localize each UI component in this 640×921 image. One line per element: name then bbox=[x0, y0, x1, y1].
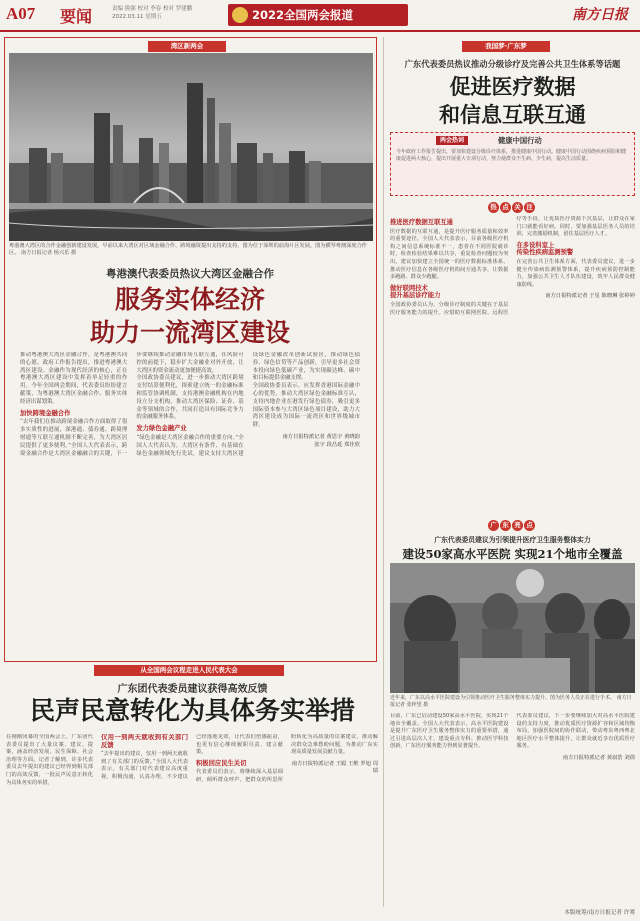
byline: 南方日报特派记者 黄叙浩 刘倩 bbox=[562, 754, 635, 761]
subheading: 积极回应民生关切 bbox=[196, 759, 247, 767]
subheading: 发力绿色金融产业 bbox=[136, 425, 187, 433]
headline-line-2: 助力一流湾区建设 bbox=[89, 318, 290, 347]
hot-word-tag: 两会热词 bbox=[436, 136, 468, 145]
subheading: 加快跨境金融合作 bbox=[20, 409, 71, 417]
section-name: 要闻 bbox=[60, 7, 93, 26]
paragraph: 在刚刚闭幕的全国两会上，广东团代表委员提出了大量议案、建议、提案，涵盖经济发展、民生保障、社会治理等方面。记者了解到，许多代表委员去年提出的建议已经得到相关部门的高效反馈，一批民声民意正转化为具体务实的举措。 bbox=[6, 734, 93, 786]
paragraph: “去年提出的建议，仅用一到两天就收到了有关部门的反馈。”全国人大代表表示，有关部门对代表建议高度重视，积极沟通，认真办理，不少建议已经落地见效，让代表们倍感振奋，也更有信心继续履职尽责、建言献策。 bbox=[101, 734, 283, 780]
meta-line-1: 责编 熊强 校对 李春 校对 罗建鹏 bbox=[112, 6, 193, 12]
byline: 南方日报特派记者 黄思宇 黄晓韵 张宇 段昌延 郑佳欣 bbox=[282, 433, 360, 448]
paragraph: 全国政协委员认为，分级诊疗制度的关键在于基层医疗服务能力的提升。应借助互联网医院、远程医疗等手段，让优质医疗资源下沉基层，让群众在家门口就能看好病。同时，要加强基层医务人员的培训，完善激励机制，留住基层医疗人才。 bbox=[390, 216, 635, 316]
left-story-headline bbox=[20, 283, 360, 349]
circle-char: 广 bbox=[488, 520, 499, 531]
masthead-meta bbox=[112, 5, 192, 21]
circle-char: 点 bbox=[500, 202, 511, 213]
hot-word-text: 今年政府工作报告提出，要加快建设分级诊疗体系，推进健康中国行动。健康中国行动围绕疾病预防和健康促进两大核心，提出开展重大专项行动，努力使群众不生病、少生病，提高生活质量。 bbox=[396, 149, 627, 162]
photo-caption: 近年来，广东以高水平医院建设为引领推动医疗卫生服务整体实力提升。图为医务人员正在进行手术。 南方日报记者 张梓望 摄 bbox=[390, 695, 632, 708]
paragraph: 代表委员们表示，将继续深入基层调研，倾听群众呼声，把群众的所思所盼转化为高质量的议案建议，推动解决群众急难愁盼问题，为推动广东实现高质量发展贡献力量。 bbox=[196, 734, 378, 783]
circle-char: 关 bbox=[512, 202, 523, 213]
circle-char: 热 bbox=[488, 202, 499, 213]
subheading: 仅用一到两天就收到有关部门反馈 bbox=[101, 734, 188, 749]
bay-area-skyline-photo bbox=[9, 53, 373, 241]
national-emblem-icon bbox=[232, 7, 248, 23]
bottom-story-body bbox=[6, 734, 378, 904]
meta-line-2: 2022.03.11 星期五 bbox=[112, 14, 162, 20]
subheading: 做好联网技术 提升基层诊疗能力 bbox=[390, 284, 441, 300]
left-story-kicker: 粤港澳代表委员热议大湾区金融合作 bbox=[106, 268, 274, 280]
column-rule bbox=[383, 37, 384, 907]
hospital-story-headline: 建设50家高水平医院 实现21个地市全覆盖 bbox=[402, 547, 623, 561]
page-footer: 本版统筹/南方日报记者 许骞 bbox=[564, 910, 635, 916]
paragraph: “绿色金融是大湾区金融合作的重要方向。”全国人大代表认为，大湾区有条件、有基础在绿色金融领域先行先试，建议支持大湾区建设绿色金融改革创新试验区，推动绿色债券、绿色信贷等产品创新，引导更多社会资本投向绿色低碳产业，为实现碳达峰、碳中和目标提供金融支撑。 bbox=[136, 352, 360, 457]
bottom-story-kicker: 广东团代表委员建议获得高效反馈 bbox=[117, 684, 268, 695]
right-story-tag: 我国梦·广东梦 bbox=[462, 41, 550, 52]
right-story-headline bbox=[390, 73, 635, 129]
paragraph: 全国政协委员建议，进一步推动大湾区跨境支付结算便利化，探索建立统一的金融标准和监管协调机制，支持港澳金融机构在内地设立分支机构，推动大湾区保险、证券、基金等领域的合作，共同打造具有国际竞争力的金融服务体系。 bbox=[136, 375, 244, 421]
left-story-tag: 湾区新两会 bbox=[148, 41, 226, 52]
left-story-body bbox=[20, 352, 360, 656]
newspaper-logo: 南方日报 bbox=[572, 7, 628, 23]
headline-line-2: 和信息互联互通 bbox=[439, 102, 586, 127]
bottom-story-headline: 民声民意转化为具体务实举措 bbox=[29, 696, 355, 725]
paragraph: 目前，广东已启动建设50家高水平医院，实现21个地市全覆盖。全国人大代表表示，高水平医院建设是提升广东医疗卫生服务整体实力的重要举措，通过引进高层次人才、建设重点专科、推动医学科技创新，广东医疗服务能力得到显著提升。 bbox=[390, 713, 509, 750]
surgery-photo bbox=[390, 563, 635, 693]
right-story-kicker: 广东代表委员热议推动分级诊疗及完善公共卫生体系等话题 bbox=[404, 59, 621, 69]
paragraph: 在完善公共卫生体系方面，代表委员建议，进一步健全传染病监测预警体系，提升疾病预防控制能力，加强公共卫生人才队伍建设，筑牢人民群众健康防线。 bbox=[516, 258, 635, 288]
bottom-story-tag: 从全国两会议程走进人民代表大会 bbox=[94, 665, 284, 676]
paragraph: 医疗数据的互联互通，是提升医疗服务质量和效率的重要途径。全国人大代表表示，目前各级医疗机构之间信息系统标准不一，患者在不同医院就诊时，检查检验结果难以共享，重复检查问题较为突出。建议加快建立全国统一的医疗数据标准体系，推动医疗信息在各级医疗机构间互通共享，让数据多跑路、群众少跑腿。 bbox=[390, 228, 509, 281]
byline: 南方日报特派记者 王聪 王维 罗旭 周瑞 bbox=[291, 760, 378, 775]
headline-line-1: 促进医疗数据 bbox=[449, 74, 576, 99]
photo-caption: 粤港澳大湾区的合作金融创新建设发展。早前以来大湾区对区域金融合作、跨境融资提出支持的支持，图为位于深圳的前海片区发展。图为横琴粤澳深度合作区。 南方日报记者 杨兴乐 摄 bbox=[9, 243, 367, 256]
headline-line-1: 服务实体经济 bbox=[114, 285, 265, 314]
event-banner: 2022全国两会报道 bbox=[228, 4, 408, 26]
subheading: 在多设科室上 传染性疾病监测预警 bbox=[516, 241, 574, 257]
page-number: A07 bbox=[6, 4, 36, 23]
circle-char: 东 bbox=[500, 520, 511, 531]
hospital-story-kicker: 广东代表委员建议为引领提升医疗卫生服务整体实力 bbox=[434, 536, 591, 544]
guangdong-highlight-tag bbox=[488, 520, 535, 531]
hot-word-title: 健康中国行动 bbox=[498, 136, 542, 145]
paragraph: “去年我们在推动跨境金融合作方面取得了很多实质性的进展，深港通、债券通、跨境理财通等互联互通机制不断完善，为大湾区居民提供了更多便利。”全国人大代表表示，跨境金融合作是大湾区金融融合的关键，下一步要继续推动金融市场互联互通，在风险可控的前提下，稳步扩大金融业对外开放，让大湾区的资金流动更加便捷高效。 bbox=[20, 352, 244, 457]
paragraph: 全国政协委员表示，应发挥香港国际金融中心的优势，推动大湾区绿色金融标准互认，支持内地企业在港发行绿色债券，吸引更多国际资本参与大湾区绿色项目建设，助力大湾区建设成为国际一流湾区和世界级城市群。 bbox=[252, 383, 360, 429]
subheading: 推进医疗数据互联互通 bbox=[390, 219, 453, 226]
byline: 南方日报特派记者 于星 陈晓琳 张婷婷 bbox=[545, 293, 635, 300]
right-story-body bbox=[390, 216, 635, 508]
hospital-story-body bbox=[390, 713, 635, 903]
focus-circle-tag bbox=[488, 202, 535, 213]
paragraph: 代表委员建议，下一步要继续加大对高水平医院建设的支持力度，推动优质医疗资源扩容和区域均衡布局，加强医院间的协作联动，带动粤东粤西粤北地区医疗水平整体提升，让群众就近享有优质医疗服务。 bbox=[516, 713, 635, 750]
circle-char: 亮 bbox=[512, 520, 523, 531]
paragraph: 推动粤港澳大湾区金融合作，是粤港澳共同的心愿。政府工作报告提出，推进粤港澳大湾区建设。金融作为现代经济的核心，正在粤港澳大湾区建设中发挥着举足轻重的作用。今年全国两会期间，代表委员纷纷建言献策，为粤港澳大湾区金融合作、服务实体经济出谋划策。 bbox=[20, 352, 128, 405]
circle-char: 注 bbox=[524, 202, 535, 213]
circle-char: 点 bbox=[524, 520, 535, 531]
